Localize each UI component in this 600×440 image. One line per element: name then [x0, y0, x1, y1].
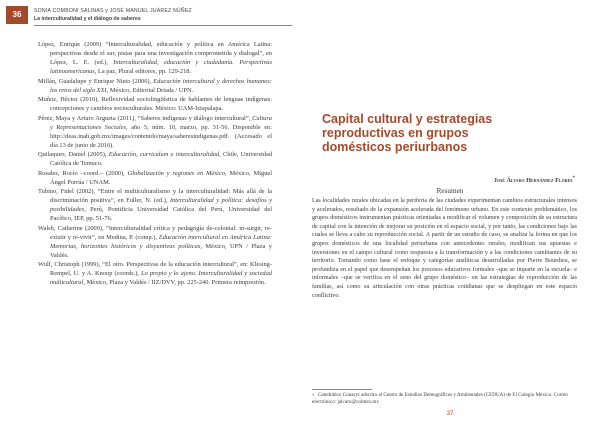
reference-text: Muñoz, Héctor (2010), Reflexividad sociolingüística de hablantes de lenguas indígenas: concepciones y cambios socioculturales. México: UAM-Iztapalapa.	[38, 96, 272, 112]
author-name: José Álvaro Hernández Flores	[493, 177, 573, 185]
left-page-number: 36	[6, 6, 28, 24]
header-rule	[34, 25, 292, 26]
reference-text: , año 5, núm. 10, marzo, pp. 31-56. Disponible en: http://deas.inah.gob.mx/images/contenido/maya/saberesindigenas.pdf. (Accesado el día 13 de junio de 2016).	[50, 123, 272, 149]
reference-text: Pérez, Maya y Arturo Argueta (2011), “Saberes indígenas y diálogo intercultural”,	[38, 114, 253, 122]
reference-title: Cultura y Representaciones Sociales	[50, 114, 272, 131]
reference-text: , Chile, Universidad Católica de Temuco.	[50, 151, 273, 167]
reference-title: Globalización y regiones en México	[127, 169, 225, 177]
reference-entry	[38, 77, 272, 95]
right-page-number: 37	[446, 410, 454, 417]
reference-text: Rosales, Rocío –coord.– (2000),	[38, 169, 128, 177]
abstract-text: Las localidades rurales ubicadas en la periferia de las ciudades experimentan cambios estructurales intensos y acelerados, resultado de la expansión acelerada del fenómeno urbano. En este contexto problemático, los grupos domésticos instrumentan prácticas orientadas a modificar el volumen y composición de su estructura de capital con la intención de mejorar su posición en el espacio social, y por tanto, las condiciones bajo las cuales se lleva a cabo su reproducción social. A partir de un estudio de caso, se analiza la forma en que los grupos domésticos de una localidad periurbana con antecedentes rurales, modifican sus apuestas e inversiones en el campo cultural como respuesta a la transformación y a las condiciones cambiantes de su territorio. Tomando como base el enfoque y categorías analíticas desarrolladas por Pierre Bourdieu, se profundiza en el papel que desempeñan los procesos educativos formales –que se imparte en la escuela– e informales –que se verifica en el seno del grupo doméstico– en las estrategias de reproducción de las familias, así como su articulación con otras prácticas cotidianas que se despliegan en este espacio conflictivo.	[312, 198, 577, 299]
reference-text: , La paz, Plural editores, pp. 129-218.	[94, 68, 192, 75]
running-header-title: La interculturalidad y el diálogo de saberes	[34, 16, 141, 22]
reference-entry	[38, 150, 272, 168]
footnote-rule	[312, 389, 372, 390]
reference-text: , Perú, Pontificia Universidad Católica del Perú, Universidad del Pacífico, IEP, pp. 51-76.	[50, 206, 272, 222]
footnote-mark: *	[312, 393, 315, 398]
chapter-title: Capital cultural y estrategias reproductivas en grupos domésticos periurbanos	[322, 112, 493, 154]
reference-title: Educación intercultural y derechos humanos: los retos del siglo XXI	[50, 77, 272, 94]
reference-entry	[38, 187, 272, 223]
chapter-author	[300, 176, 575, 184]
reference-title: Educación intercultural en América Latina: Memorias, horizontes históricos y disyuntivas políticas	[50, 233, 272, 250]
reference-entry	[38, 95, 272, 113]
reference-text: , México, Plaza y Valdés / IIZ/DVV, pp. 225-240. Primera reimpresión.	[83, 279, 266, 286]
reference-text: , México, UPN / Plaza y Valdés.	[50, 242, 272, 259]
running-header-text	[34, 7, 192, 23]
author-footnote-mark: *	[572, 176, 575, 181]
abstract-heading: Resumen	[436, 187, 464, 195]
reference-entry	[38, 40, 272, 76]
reference-title: Educación, curriculum e interculturalidad	[108, 151, 220, 158]
bibliography-list	[38, 40, 272, 288]
reference-text: , México, Miguel Ángel Porrúa / UNAM.	[50, 169, 273, 186]
running-header	[6, 6, 296, 32]
reference-text: López, Enrique (2009) “Interculturalidad, educación y política en América Latina: perspectivas desde el sur, pistas para una investigación comprometida y dialogal”, en López, L. E. (ed.),	[38, 41, 272, 66]
reference-title: Lo propio y lo ajeno. Interculturalidad y sociedad multicultural	[50, 270, 272, 286]
running-header-authors: SONIA COMBONI SALINAS y JOSÉ MANUEL JUÁREZ NÚÑEZ	[34, 8, 192, 14]
reference-text: , México, Editorial Driada / UPN.	[106, 86, 194, 94]
footnote-text: Catedrático Conacyt adscrito al Centro de Estudios Demográficos y Ambientales (CEDUA) de El Colegio México. Correo electrónico: jalvaro@colmex.mx	[312, 392, 568, 406]
reference-text: Quilaqueo, Daniel (2005),	[38, 151, 109, 158]
right-page	[300, 0, 600, 440]
reference-entry	[38, 114, 272, 150]
reference-entry	[38, 260, 272, 287]
reference-text: Wulf, Christoph (1999), “El otro. Perspectivas de la educación intercultural”, en: Klesing-Rempel, U. y A. Knoop (coords.),	[38, 261, 272, 277]
reference-entry	[38, 169, 272, 187]
reference-text: Millán, Guadalupe y Enrique Nieto (2006),	[38, 77, 154, 85]
reference-text: Walsh, Catherine (2009), “Interculturalidad crítica y pedagogía de-colonial: in-surgir, re-existir y re-vivir”, en Medina, P. (comp.),	[38, 224, 272, 241]
reference-entry	[38, 224, 272, 260]
reference-text: Tubino, Fidel (2002), “Entre el multiculturalismo y la interculturalidad: Más allá de la discriminación positiva”, en Fuller, N. (ed.),	[38, 188, 272, 204]
reference-title: Interculturalidad y política: desafíos y posibilidades	[50, 197, 272, 213]
author-footnote	[312, 392, 577, 406]
reference-title: Interculturalidad, educación y ciudadanía. Perspectivas latinoamericanas	[50, 59, 272, 75]
